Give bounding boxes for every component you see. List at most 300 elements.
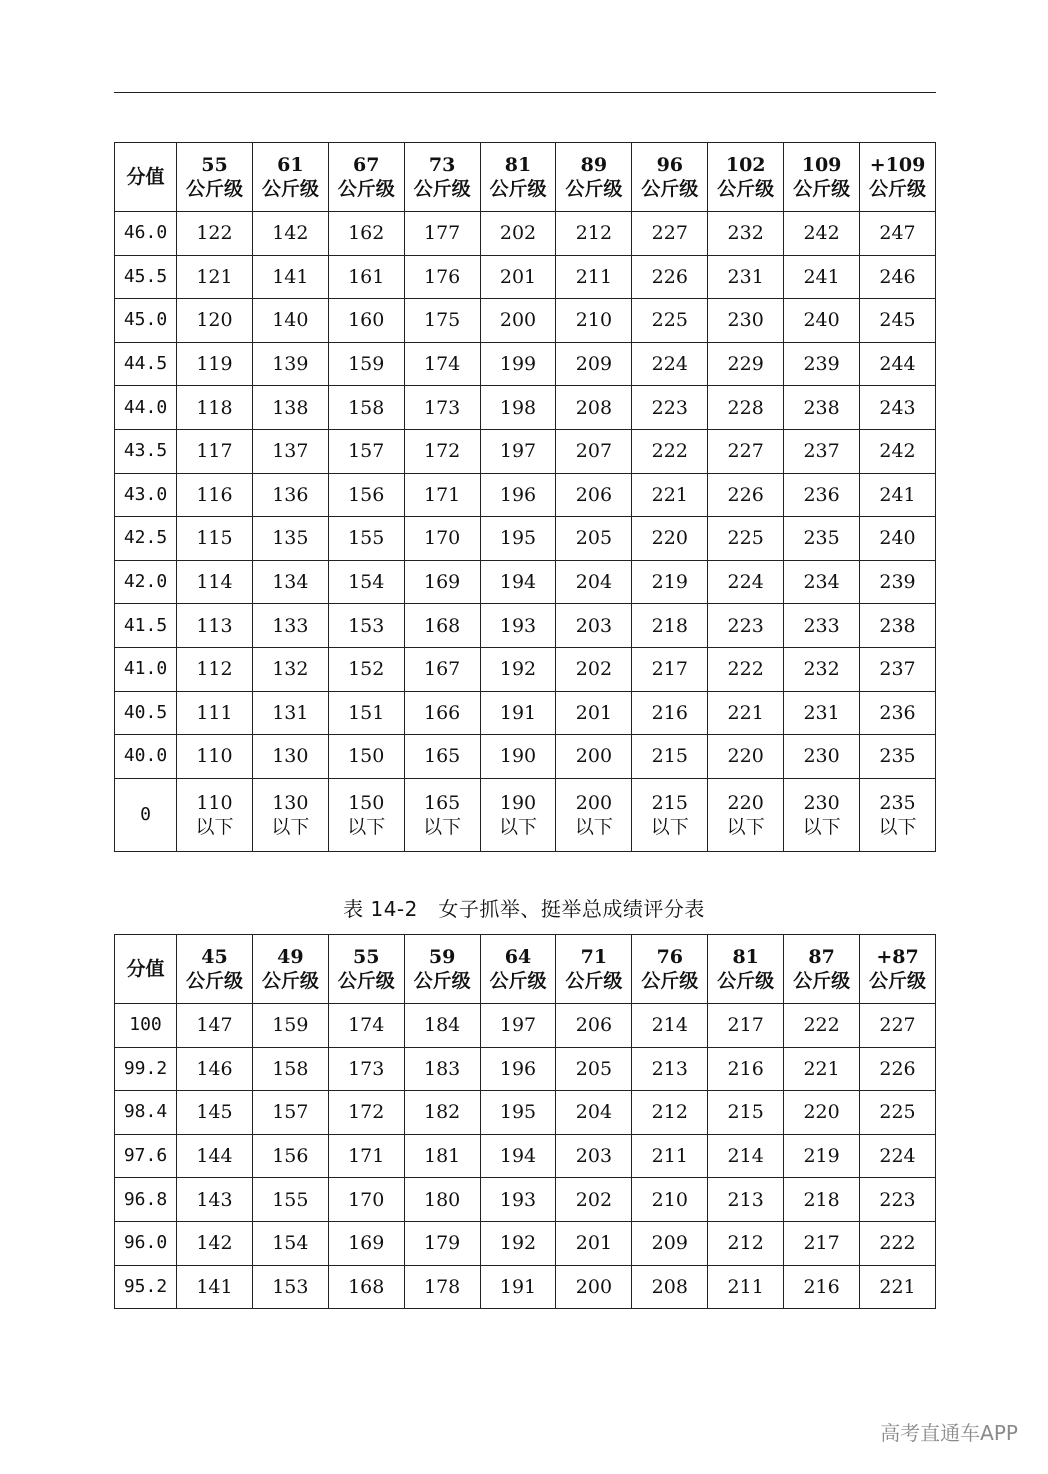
value-cell: 218 [632,604,708,648]
value-cell: 120 [177,299,253,343]
value-cell: 202 [480,212,556,256]
value-cell: 173 [328,1047,404,1091]
value-cell: 170 [328,1178,404,1222]
value-cell: 243 [860,386,936,430]
table-caption: 表 14-2 女子抓举、挺举总成绩评分表 [343,897,705,921]
score-cell: 41.5 [115,604,177,648]
value-cell: 214 [632,1004,708,1048]
value-cell: 216 [632,691,708,735]
weight-class-value: 55 [353,946,380,968]
value-cell: 194 [480,560,556,604]
value-cell: 171 [328,1134,404,1178]
value-cell: 201 [480,255,556,299]
value-cell: 212 [708,1221,784,1265]
value-cell: 203 [556,1134,632,1178]
value-cell: 147 [177,1004,253,1048]
value-cell: 184 [404,1004,480,1048]
weight-class-unit: 公斤级 [565,970,623,992]
header-rule [114,92,936,93]
value-cell: 179 [404,1221,480,1265]
score-cell: 96.0 [115,1221,177,1265]
weight-class-unit: 公斤级 [185,970,243,992]
weight-class-unit: 公斤级 [337,178,395,200]
value-cell: 152 [328,647,404,691]
value-cell: 167 [404,647,480,691]
value-number: 220 [727,791,764,814]
weight-class-value: 76 [656,946,684,968]
value-cell: 192 [480,1221,556,1265]
value-cell: 220 [632,517,708,561]
value-cell: 192 [480,647,556,691]
value-cell: 245 [860,299,936,343]
value-cell: 193 [480,1178,556,1222]
table-row [115,1265,936,1309]
value-cell [632,778,708,851]
value-cell [177,778,253,851]
weight-class-header [708,935,784,1004]
value-cell: 226 [708,473,784,517]
value-cell: 208 [556,386,632,430]
score-cell: 96.8 [115,1178,177,1222]
value-cell: 116 [177,473,253,517]
value-cell: 158 [328,386,404,430]
score-table-2 [114,934,936,1309]
value-cell: 193 [480,604,556,648]
value-cell: 156 [252,1134,328,1178]
value-cell: 204 [556,560,632,604]
score-cell: 44.0 [115,386,177,430]
value-cell: 244 [860,342,936,386]
value-cell: 201 [556,1221,632,1265]
table-row [115,429,936,473]
value-cell: 221 [708,691,784,735]
value-cell: 159 [328,342,404,386]
weight-class-unit: 公斤级 [489,178,547,200]
weight-class-unit: 公斤级 [337,970,395,992]
value-cell: 162 [328,212,404,256]
value-cell: 237 [860,647,936,691]
weight-class-value: 49 [277,946,304,968]
weight-class-header [177,143,253,212]
value-cell: 205 [556,517,632,561]
value-cell: 114 [177,560,253,604]
value-cell: 191 [480,691,556,735]
value-cell: 150 [328,735,404,779]
value-cell: 230 [708,299,784,343]
weight-class-header [556,935,632,1004]
value-cell: 155 [328,517,404,561]
value-cell: 191 [480,1265,556,1309]
value-cell: 223 [860,1178,936,1222]
table-row [115,1004,936,1048]
header-row [115,143,936,212]
value-suffix: 以下 [802,815,841,838]
weight-class-unit: 公斤级 [565,178,623,200]
weight-class-unit: 公斤级 [869,970,927,992]
value-cell: 169 [404,560,480,604]
value-cell: 217 [708,1004,784,1048]
value-cell: 181 [404,1134,480,1178]
value-cell: 174 [328,1004,404,1048]
watermark: 高考直通车APP [880,1421,1018,1445]
value-cell: 178 [404,1265,480,1309]
value-number: 215 [651,791,688,814]
table-row [115,212,936,256]
weight-class-header [556,143,632,212]
table-row [115,735,936,779]
value-cell: 173 [404,386,480,430]
table-row [115,1047,936,1091]
value-cell: 172 [404,429,480,473]
value-cell: 204 [556,1091,632,1135]
value-number: 235 [879,791,916,814]
value-cell: 175 [404,299,480,343]
value-cell: 240 [784,299,860,343]
value-cell: 218 [784,1178,860,1222]
value-cell [556,778,632,851]
value-cell: 229 [708,342,784,386]
value-cell: 201 [556,691,632,735]
value-cell: 202 [556,647,632,691]
value-cell: 134 [252,560,328,604]
value-cell: 242 [860,429,936,473]
table-row [115,1091,936,1135]
weight-class-header [177,935,253,1004]
value-cell: 132 [252,647,328,691]
value-cell: 233 [784,604,860,648]
score-cell: 46.0 [115,212,177,256]
value-cell [860,778,936,851]
value-suffix: 以下 [499,815,538,838]
value-cell: 154 [252,1221,328,1265]
value-cell: 118 [177,386,253,430]
value-cell: 217 [632,647,708,691]
value-suffix: 以下 [347,815,386,838]
value-cell: 133 [252,604,328,648]
score-cell: 43.5 [115,429,177,473]
value-cell: 200 [556,1265,632,1309]
value-cell: 139 [252,342,328,386]
value-cell: 211 [556,255,632,299]
value-cell: 142 [177,1221,253,1265]
table-row [115,386,936,430]
value-cell: 221 [860,1265,936,1309]
value-cell: 159 [252,1004,328,1048]
value-cell: 227 [708,429,784,473]
value-cell: 158 [252,1047,328,1091]
weight-class-value: 55 [201,154,228,176]
value-cell: 172 [328,1091,404,1135]
weight-class-value: 59 [428,946,456,968]
weight-class-header [404,143,480,212]
value-number: 130 [272,791,309,814]
value-cell: 157 [328,429,404,473]
table-row [115,342,936,386]
value-cell: 115 [177,517,253,561]
value-cell: 221 [784,1047,860,1091]
table-row [115,255,936,299]
value-cell: 236 [860,691,936,735]
value-cell: 209 [556,342,632,386]
weight-class-header [328,935,404,1004]
value-cell: 224 [860,1134,936,1178]
value-cell: 203 [556,604,632,648]
value-number: 110 [196,791,233,814]
weight-class-unit: 公斤级 [413,970,471,992]
weight-class-value: 73 [428,154,456,176]
value-cell: 180 [404,1178,480,1222]
score-cell: 45.0 [115,299,177,343]
value-cell: 183 [404,1047,480,1091]
score-cell: 44.5 [115,342,177,386]
score-cell: 97.6 [115,1134,177,1178]
value-cell: 225 [708,517,784,561]
value-cell [328,778,404,851]
weight-class-header [328,143,404,212]
value-cell: 174 [404,342,480,386]
value-cell: 213 [708,1178,784,1222]
value-cell: 135 [252,517,328,561]
value-cell: 237 [784,429,860,473]
value-cell: 196 [480,1047,556,1091]
value-number: 200 [575,791,613,814]
value-cell: 223 [708,604,784,648]
weight-class-unit: 公斤级 [185,178,243,200]
value-cell: 220 [784,1091,860,1135]
score-cell: 45.5 [115,255,177,299]
value-suffix: 以下 [726,815,765,838]
value-suffix: 以下 [650,815,689,838]
value-cell [708,778,784,851]
table-row [115,1178,936,1222]
value-cell: 238 [860,604,936,648]
weight-class-value: 87 [808,946,835,968]
value-cell: 194 [480,1134,556,1178]
value-cell: 141 [252,255,328,299]
weight-class-header [784,935,860,1004]
value-cell [252,778,328,851]
weight-class-unit: 公斤级 [261,970,319,992]
weight-class-value: 61 [277,154,304,176]
weight-class-header [632,143,708,212]
value-cell: 199 [480,342,556,386]
value-suffix: 以下 [271,815,310,838]
weight-class-header [480,143,556,212]
table-row [115,1134,936,1178]
value-cell: 221 [632,473,708,517]
value-cell: 222 [708,647,784,691]
header-row [115,935,936,1004]
value-cell: 170 [404,517,480,561]
value-cell: 216 [708,1047,784,1091]
score-header: 分值 [115,143,177,212]
value-cell: 165 [404,735,480,779]
weight-class-header [480,935,556,1004]
value-cell: 195 [480,1091,556,1135]
score-cell: 100 [115,1004,177,1048]
value-cell: 190 [480,735,556,779]
value-cell: 140 [252,299,328,343]
value-cell: 227 [632,212,708,256]
weight-class-header [632,935,708,1004]
value-cell: 161 [328,255,404,299]
value-cell: 213 [632,1047,708,1091]
table-row-below [115,778,936,851]
value-cell: 217 [784,1221,860,1265]
value-cell: 214 [708,1134,784,1178]
value-cell: 231 [708,255,784,299]
weight-class-value: 71 [580,946,608,968]
weight-class-unit: 公斤级 [641,970,699,992]
value-cell: 196 [480,473,556,517]
value-cell: 219 [632,560,708,604]
value-cell: 209 [632,1221,708,1265]
value-cell: 226 [860,1047,936,1091]
weight-class-unit: 公斤级 [793,178,851,200]
weight-class-value: 64 [504,946,532,968]
value-cell: 200 [480,299,556,343]
value-cell: 177 [404,212,480,256]
value-number: 165 [423,791,461,814]
weight-class-value: 81 [732,946,759,968]
weight-class-unit: 公斤级 [641,178,699,200]
value-cell: 169 [328,1221,404,1265]
value-cell: 206 [556,1004,632,1048]
value-cell: 171 [404,473,480,517]
value-cell: 211 [708,1265,784,1309]
value-cell: 225 [860,1091,936,1135]
value-cell [404,778,480,851]
value-cell: 206 [556,473,632,517]
weight-class-value: 89 [580,154,608,176]
weight-class-unit: 公斤级 [717,178,775,200]
value-cell: 157 [252,1091,328,1135]
value-cell: 153 [328,604,404,648]
value-cell: 117 [177,429,253,473]
value-cell: 235 [860,735,936,779]
value-cell: 205 [556,1047,632,1091]
weight-class-unit: 公斤级 [489,970,547,992]
weight-class-header [252,935,328,1004]
value-cell: 212 [632,1091,708,1135]
value-cell: 238 [784,386,860,430]
weight-class-header [784,143,860,212]
score-cell: 42.5 [115,517,177,561]
value-cell: 130 [252,735,328,779]
value-cell: 146 [177,1047,253,1091]
value-cell: 110 [177,735,253,779]
value-cell: 220 [708,735,784,779]
value-cell: 222 [860,1221,936,1265]
value-cell: 144 [177,1134,253,1178]
weight-class-value: 96 [656,154,684,176]
weight-class-unit: 公斤级 [261,178,319,200]
score-cell: 42.0 [115,560,177,604]
value-cell: 215 [708,1091,784,1135]
weight-class-header [252,143,328,212]
weight-class-value: 102 [725,154,766,176]
value-cell: 142 [252,212,328,256]
value-cell: 176 [404,255,480,299]
value-cell: 224 [632,342,708,386]
value-cell: 153 [252,1265,328,1309]
value-number: 230 [803,791,840,814]
value-cell: 112 [177,647,253,691]
value-cell: 232 [784,647,860,691]
value-cell: 154 [328,560,404,604]
value-cell: 227 [860,1004,936,1048]
score-cell: 0 [115,778,177,851]
score-cell: 43.0 [115,473,177,517]
value-cell: 224 [708,560,784,604]
value-cell [784,778,860,851]
value-cell: 200 [556,735,632,779]
weight-class-header [860,935,936,1004]
value-cell: 168 [404,604,480,648]
value-cell: 228 [708,386,784,430]
value-cell: 235 [784,517,860,561]
value-suffix: 以下 [195,815,234,838]
value-cell: 232 [708,212,784,256]
value-cell: 197 [480,429,556,473]
value-cell: 219 [784,1134,860,1178]
table-row [115,560,936,604]
weight-class-unit: 公斤级 [413,178,471,200]
score-cell: 41.0 [115,647,177,691]
value-cell: 182 [404,1091,480,1135]
value-cell: 195 [480,517,556,561]
value-cell: 234 [784,560,860,604]
table-row [115,647,936,691]
score-cell: 95.2 [115,1265,177,1309]
value-cell: 137 [252,429,328,473]
weight-class-header [708,143,784,212]
value-cell: 240 [860,517,936,561]
value-cell: 136 [252,473,328,517]
value-suffix: 以下 [574,815,613,838]
weight-class-value: 67 [353,154,380,176]
value-cell [480,778,556,851]
value-number: 150 [348,791,385,814]
value-cell: 155 [252,1178,328,1222]
value-cell: 239 [784,342,860,386]
weight-class-header [860,143,936,212]
table-row [115,517,936,561]
value-cell: 156 [328,473,404,517]
weight-class-unit: 公斤级 [717,970,775,992]
value-cell: 231 [784,691,860,735]
value-cell: 168 [328,1265,404,1309]
value-cell: 160 [328,299,404,343]
value-cell: 122 [177,212,253,256]
value-cell: 198 [480,386,556,430]
value-cell: 207 [556,429,632,473]
value-suffix: 以下 [423,815,462,838]
weight-class-value: +109 [869,154,926,176]
table-row [115,1221,936,1265]
value-cell: 222 [784,1004,860,1048]
value-cell: 141 [177,1265,253,1309]
value-cell: 119 [177,342,253,386]
value-cell: 138 [252,386,328,430]
table-row [115,604,936,648]
value-cell: 210 [632,1178,708,1222]
weight-class-value: +87 [876,946,919,968]
value-cell: 246 [860,255,936,299]
value-cell: 222 [632,429,708,473]
value-cell: 211 [632,1134,708,1178]
value-cell: 230 [784,735,860,779]
